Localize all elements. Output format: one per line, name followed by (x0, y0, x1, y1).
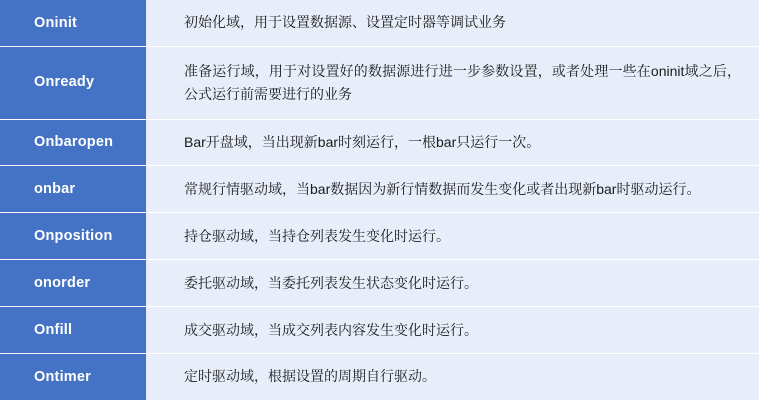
domain-name-cell: Ontimer (0, 354, 146, 400)
table-row (0, 213, 759, 260)
domain-name-cell: Onbaropen (0, 119, 146, 166)
domain-name-cell: Onfill (0, 307, 146, 354)
domain-desc-cell: 初始化域，用于设置数据源、设置定时器等调试业务 (146, 0, 759, 46)
domain-desc-cell: Bar开盘域，当出现新bar时刻运行，一根bar只运行一次。 (146, 119, 759, 166)
table-row (0, 307, 759, 354)
domain-desc-cell: 定时驱动域，根据设置的周期自行驱动。 (146, 354, 759, 400)
table-row (0, 119, 759, 166)
table-row (0, 0, 759, 46)
domain-desc-cell: 成交驱动域，当成交列表内容发生变化时运行。 (146, 307, 759, 354)
domain-name-cell: Onposition (0, 213, 146, 260)
domain-name-cell: onorder (0, 260, 146, 307)
domain-desc-cell: 常规行情驱动域，当bar数据因为新行情数据而发生变化或者出现新bar时驱动运行。 (146, 166, 759, 213)
domain-desc-cell: 准备运行域，用于对设置好的数据源进行进一步参数设置，或者处理一些在oninit域之后，公式运行前需要进行的业务 (146, 46, 759, 119)
table-row (0, 46, 759, 119)
table-row (0, 354, 759, 400)
table-row (0, 260, 759, 307)
domain-desc-cell: 委托驱动域，当委托列表发生状态变化时运行。 (146, 260, 759, 307)
domain-name-cell: onbar (0, 166, 146, 213)
domain-name-cell: Oninit (0, 0, 146, 46)
domain-name-cell: Onready (0, 46, 146, 119)
domain-desc-cell: 持仓驱动域，当持仓列表发生变化时运行。 (146, 213, 759, 260)
table-row (0, 166, 759, 213)
